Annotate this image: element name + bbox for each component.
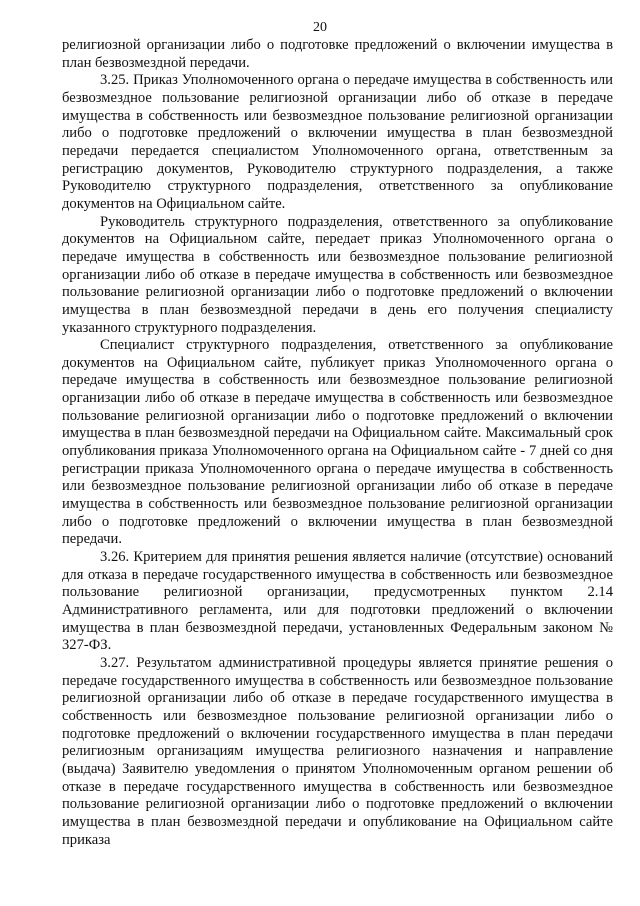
paragraph-3-25: 3.25. Приказ Уполномоченного органа о передаче имущества в собственность или безвозмездное пользование религиозной организации либо об отказе в передаче имущества в собственность или безвозмездное пользование религиозной организации либо о подготовке предложений о включении имущества в план безвозмездной передачи передается специалистом Уполномоченного органа, ответственным за регистрацию документов, Руководителю структурного подразделения, а также Руководителю структурного подразделения, ответственного за опубликование документов на Официальном сайте. bbox=[62, 72, 613, 212]
paragraph-head-transfer: Руководитель структурного подразделения, ответственного за опубликование документов на Официальном сайте, передает приказ Уполномоченного органа о передаче имущества в собственность или безвозмездное пользование религиозной организации либо об отказе в передаче имущества в собственность или безвозмездное пользование религиозной организации либо о подготовке предложений о включении имущества в план безвозмездной передачи в день его получения специалисту указанного структурного подразделения. bbox=[62, 213, 613, 336]
paragraph-continuation: религиозной организации либо о подготовке предложений о включении имущества в план безвозмездной передачи. bbox=[62, 37, 613, 71]
paragraph-3-27: 3.27. Результатом административной процедуры является принятие решения о передаче государственного имущества в собственность или безвозмездное пользование религиозной организации либо об отказе в передаче государственного имущества в собственность или безвозмездное пользование религиозной организации либо о подготовке предложений о включении государственного имущества в план передачи религиозным организациям имущества религиозного назначения и направление (выдача) Заявителю уведомления о принятом Уполномоченным органом решении об отказе в передаче государственного имущества в собственность или безвозмездное пользование религиозной организации либо о подготовке предложений о включении имущества в план безвозмездной передачи и опубликование на Официальном сайте приказа bbox=[62, 654, 613, 848]
paragraph-specialist-publish: Специалист структурного подразделения, ответственного за опубликование документов на Официальном сайте, публикует приказ Уполномоченного органа о передаче имущества в собственность или безвозмездное пользование религиозной организации либо об отказе в передаче имущества в собственность или безвозмездное пользование религиозной организации либо о подготовке предложений о включении имущества в план безвозмездной передачи на Официальном сайте. Максимальный срок опубликования приказа Уполномоченного органа на Официальном сайте - 7 дней со дня регистрации приказа Уполномоченного органа о передаче имущества в собственность или безвозмездное пользование религиозной организации либо об отказе в передаче имущества в собственность или безвозмездное пользование религиозной организации либо о подготовке предложений о включении имущества в план безвозмездной передачи. bbox=[62, 337, 613, 548]
document-body bbox=[62, 37, 613, 849]
page-number: 20 bbox=[313, 20, 327, 35]
paragraph-3-26: 3.26. Критерием для принятия решения является наличие (отсутствие) оснований для отказа в передаче государственного имущества в собственность или безвозмездное пользование религиозной организации, предусмотренных пунктом 2.14 Административного регламента, или для подготовки предложений о включении имущества в план безвозмездной передачи, установленных Федеральным законом № 327-ФЗ. bbox=[62, 549, 613, 654]
